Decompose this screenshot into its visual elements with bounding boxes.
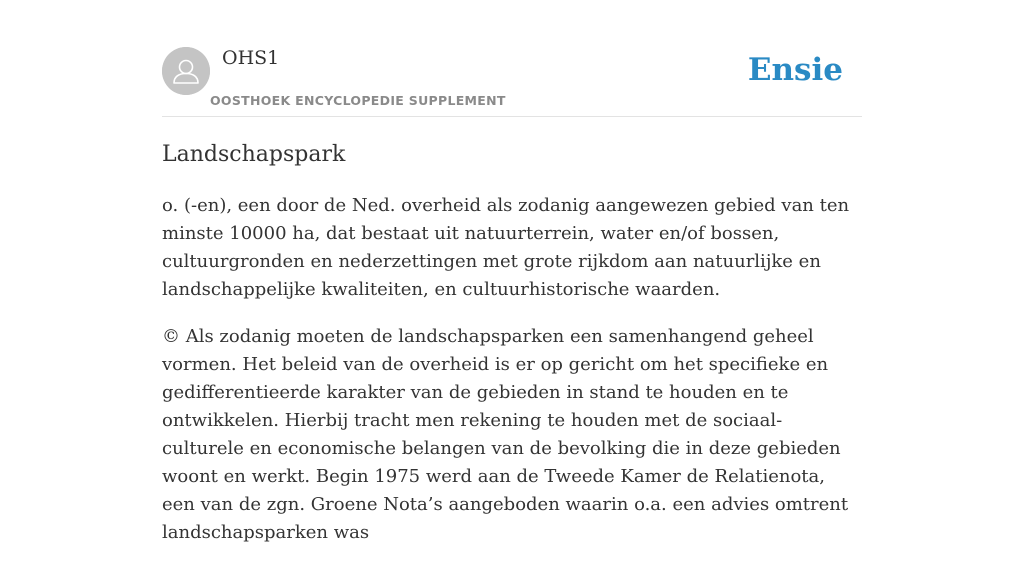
avatar[interactable] [162, 47, 210, 95]
article-paragraph: © Als zodanig moeten de landschapsparken een samenhangend geheel vormen. Het beleid van de overheid is er op gericht om het specifieke en gedifferentieerde karakter van de gebieden in stand te houden en te ontwikkelen. Hierbij tracht men rekening te houden met de sociaal-culturele en economische belangen van de bevolking die in deze gebieden woont en werkt. Begin 1975 werd aan de Tweede Kamer de Relatienota, een van de zgn. Groene Nota’s aangeboden waarin o.a. een advies omtrent landschapsparken was [162, 326, 849, 543]
article-body [162, 192, 862, 566]
brand-logo[interactable]: Ensie [747, 52, 843, 88]
article-paragraph: o. (-en), een door de Ned. overheid als zodanig aangewezen gebied van ten minste 10000 ha, dat bestaat uit natuurterrein, water en/of bossen, cultuurgronden en nederzettingen met grote rijkdom aan natuurlijke en landschappelijke kwaliteiten, en cultuurhistorische waarden. [162, 195, 850, 300]
header [162, 46, 862, 117]
user-icon [162, 47, 210, 95]
page-title: Landschapspark [162, 142, 346, 167]
source-subtitle[interactable]: OOSTHOEK ENCYCLOPEDIE SUPPLEMENT [210, 93, 506, 108]
username[interactable]: OHS1 [222, 47, 280, 69]
